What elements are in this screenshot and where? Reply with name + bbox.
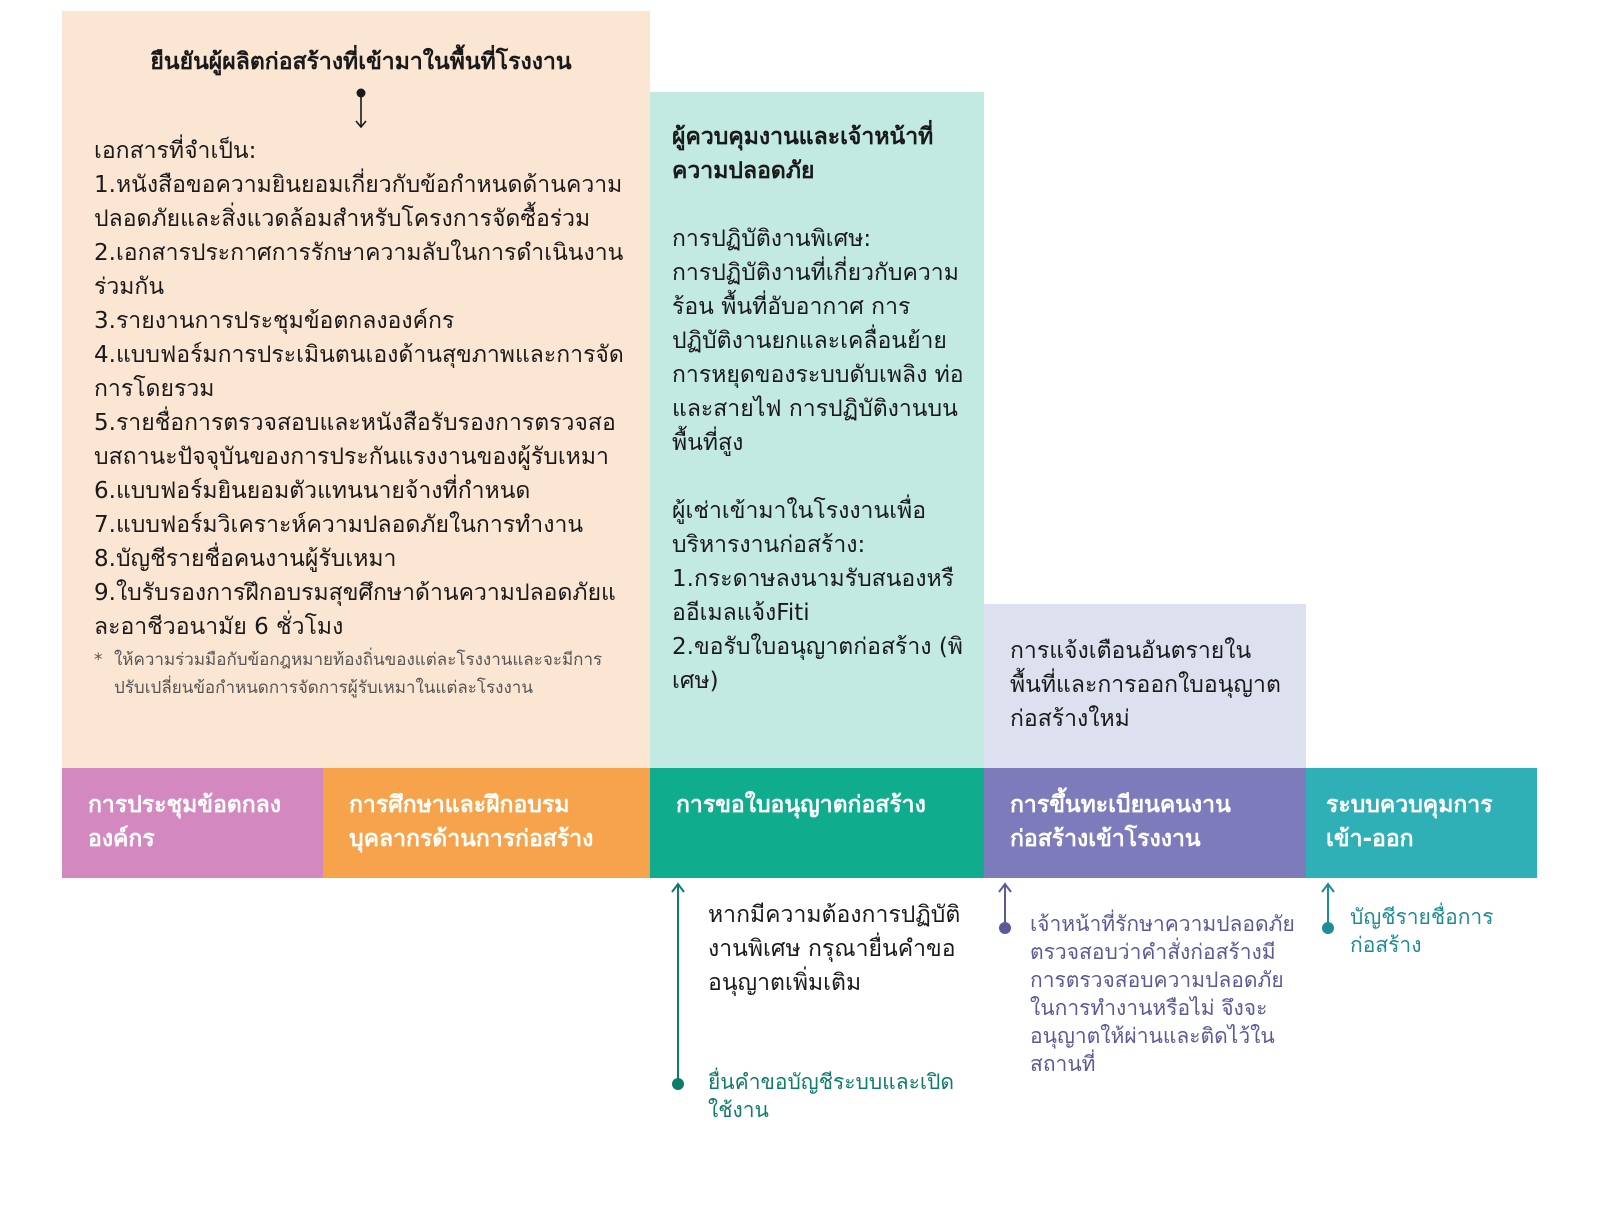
- warning-text: การแจ้งเตือนอันตรายในพื้นที่และการออกใบอนุญาตก่อสร้างใหม่: [1010, 638, 1281, 732]
- list-item: 3.รายงานการประชุมข้อตกลงองค์กร: [94, 308, 455, 334]
- permit-account-note: ยื่นคำขอบัญชีระบบและเปิดใช้งาน: [708, 1070, 954, 1122]
- stage-access-control: ระบบควบคุมการเข้า-ออก: [1306, 768, 1537, 878]
- list-item: 1.กระดาษลงนามรับสนองหรืออีเมลแจ้งFiti: [672, 566, 954, 626]
- stage-worker-registration: การขึ้นทะเบียนคนงานก่อสร้างเข้าโรงงาน: [984, 768, 1306, 878]
- list-item: 8.บัญชีรายชื่อคนงานผู้รับเหมา: [94, 546, 397, 572]
- stage-training: การศึกษาและฝึกอบรมบุคลากรด้านการก่อสร้าง: [323, 768, 650, 878]
- permit-up-arrow-icon: [668, 880, 688, 1092]
- footnote-text: ให้ความร่วมมือกับข้อกฎหมายท้องถิ่นของแต่ละโรงงานและจะมีการปรับเปลี่ยนข้อกำหนดการจัดการผู้รับเหมาในแต่ละโรงงาน: [114, 650, 603, 698]
- down-arrow-icon: [347, 88, 375, 130]
- required-documents-panel: [62, 11, 650, 768]
- access-up-arrow-icon: [1318, 880, 1338, 936]
- list-item: 9.ใบรับรองการฝึกอบรมสุขศึกษาด้านความปลอดภัยและอาชีวอนามัย 6 ชั่วโมง: [94, 580, 616, 640]
- registration-check-note: เจ้าหน้าที่รักษาความปลอดภัยตรวจสอบว่าคำสั่งก่อสร้างมีการตรวจสอบความปลอดภัยในการทำงานหรือไม่ จึงจะอนุญาตให้ผ่านและติดไว้ในสถานที่: [1030, 912, 1295, 1076]
- docs-list-title: เอกสารที่จำเป็น:: [94, 138, 257, 164]
- docs-footnote: [94, 646, 628, 702]
- list-item: 6.แบบฟอร์มยินยอมตัวแทนนายจ้างที่กำหนด: [94, 478, 531, 504]
- list-item: 4.แบบฟอร์มการประเมินตนเองด้านสุขภาพและการจัดการโดยรวม: [94, 342, 624, 402]
- tenant-block: [672, 494, 966, 698]
- special-work-block: [672, 222, 966, 460]
- safety-title: ผู้ควบคุมงานและเจ้าหน้าที่ความปลอดภัย: [672, 124, 934, 184]
- stage-construction-permit: การขอใบอนุญาตก่อสร้าง: [650, 768, 984, 878]
- permit-extra-note: หากมีความต้องการปฏิบัติงานพิเศษ กรุณายื่นคำขออนุญาตเพิ่มเติม: [708, 902, 961, 996]
- special-work-title: การปฏิบัติงานพิเศษ:: [672, 226, 872, 252]
- tenant-list: [672, 562, 966, 698]
- list-item: 5.รายชื่อการตรวจสอบและหนังสือรับรองการตรวจสอบสถานะปัจจุบันของการประกันแรงงานของผู้รับเหมา: [94, 410, 616, 470]
- list-item: 1.หนังสือขอความยินยอมเกี่ยวกับข้อกำหนดด้านความปลอดภัยและสิ่งแวดล้อมสำหรับโครงการจัดซื้อร่วม: [94, 172, 623, 232]
- list-item: 7.แบบฟอร์มวิเคราะห์ความปลอดภัยในการทำงาน: [94, 512, 584, 538]
- tenant-title: ผู้เช่าเข้ามาในโรงงานเพื่อบริหารงานก่อสร้าง:: [672, 498, 927, 558]
- list-item: 2.ขอรับใบอนุญาตก่อสร้าง (พิเศษ): [672, 634, 963, 694]
- footnote-mark: *: [94, 650, 103, 670]
- docs-list: [94, 168, 628, 644]
- registration-up-arrow-icon: [995, 880, 1015, 936]
- docs-heading: ยืนยันผู้ผลิตก่อสร้างที่เข้ามาในพื้นที่โรงงาน: [150, 49, 572, 75]
- safety-officer-panel: [650, 92, 984, 768]
- stage-agreement-meeting: การประชุมข้อตกลงองค์กร: [62, 768, 323, 878]
- list-item: 2.เอกสารประกาศการรักษาความลับในการดำเนินงานร่วมกัน: [94, 240, 624, 300]
- hazard-warning-panel: [984, 604, 1306, 768]
- access-list-note: บัญชีรายชื่อการก่อสร้าง: [1350, 905, 1494, 957]
- special-work-text: การปฏิบัติงานที่เกี่ยวกับความร้อน พื้นที่อับอากาศ การปฏิบัติงานยกและเคลื่อนย้าย การหยุดของระบบดับเพลิง ท่อและสายไฟ การปฏิบัติงานบนพื้นที่สูง: [672, 260, 964, 456]
